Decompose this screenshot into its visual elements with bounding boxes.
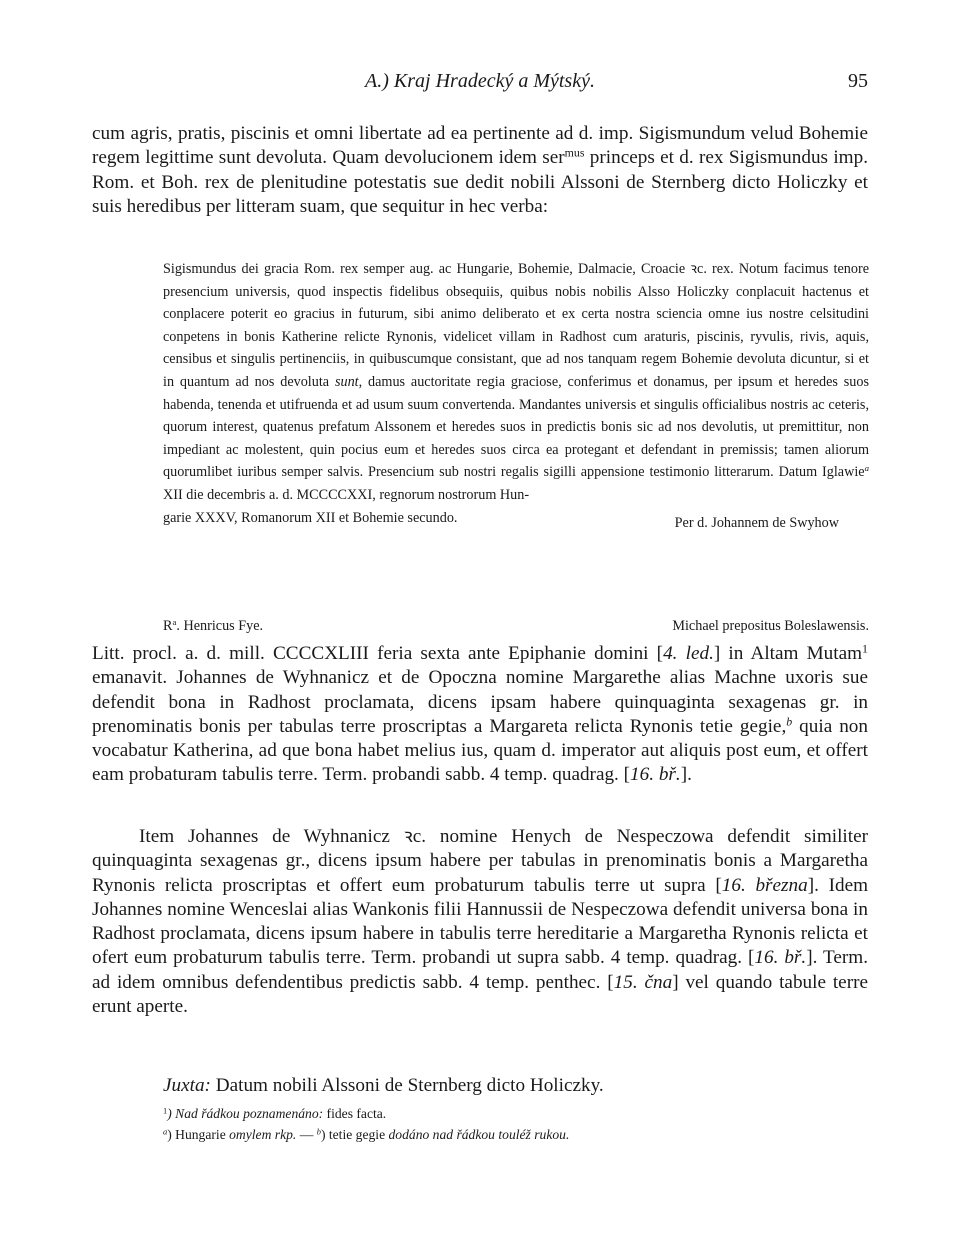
- fnb-italic: dodáno nad řádkou touléž rukou.: [388, 1127, 570, 1142]
- footnote-marker-b: b: [786, 714, 793, 729]
- p2-text-d: quia non vocabatur Katherina, ad que bona habet melius ius, quam d. imperator aut aliquis post eum, et offert eam probaturam tabulis terre. Term. probandi sabb. 4 temp. quadrag. [: [92, 715, 868, 786]
- signature-michael: Michael prepositus Boleslawensis.: [672, 618, 869, 634]
- juxta-label: Juxta:: [163, 1075, 211, 1096]
- p3-date-2: 16. bř.: [754, 947, 807, 969]
- charter-text-b: , damus auctoritate regia graciose, conferimus et donamus, per ipsum et heredes suos habenda, tenenda et utifruenda et ad usum suum convertenda. Mandantes universis et singulis officialibus nostris ac ceteris, quorum interest, quatenus prefatum Alssonem et heredes suos in predictis bonis sic ad nos devolutis, ut premittitur, non impediant ac molestent, quin pocius eum et heredes suos circa ea protegant et defendant in premissis; tamen aliorum quorumlibet iuribus semper salvis. Presencium sub nostri regalis sigilli appensione testimonio litterarum. Datum Iglawie: [163, 373, 869, 481]
- paragraph-3: [92, 825, 868, 1019]
- p3-text-b: ]. Idem Johannes nomine Wenceslai alias Wankonis filii Hannussii de Nespeczowa defendit universa bona in Radhost proclamata, dicens ipsum habere in tabulis terre hereditarie a Margaretha Rynonis relicta et ofert eum probaturum tabulis terre. Term. probandi ut supra sabb. 4 temp. quadrag. [: [92, 874, 869, 969]
- fna-text: ) Hungarie: [167, 1127, 230, 1142]
- p3-text-a: Item Johannes de Wyhnanicz ꝛc. nomine Henych de Nespeczowa defendit similiter quinquaginta sexagenas gr., dicens ipsum habere per tabulas in prenominatis bonis a Margaretha Rynonis relicta proscriptas et offert eum probaturum tabulis terre ut supra [: [92, 826, 868, 896]
- page-number: 95: [848, 70, 868, 92]
- footnote-1: [163, 1103, 869, 1124]
- p2-text-e: ].: [680, 764, 692, 786]
- paragraph-2: [92, 642, 868, 788]
- fna-italic: omylem rkp.: [229, 1127, 297, 1142]
- p2-date-2: 16. bř.: [630, 764, 681, 786]
- charter-text-d: garie XXXV, Romanorum XII et Bohemie secundo.: [163, 509, 458, 526]
- signature-ra: [163, 615, 263, 637]
- p3-text-c: ]. Term. ad idem omnibus defendentibus predictis sabb. 4 temp. penthec. [: [92, 947, 869, 993]
- signature-line: [163, 615, 869, 637]
- footnote-a-b: [163, 1124, 869, 1145]
- p2-text-a: Litt. procl. a. d. mill. CCCCXLIII feria sexta ante Epiphanie domini [: [92, 643, 664, 664]
- juxta-note: [163, 1073, 604, 1099]
- p3-date-1: 16. března: [721, 874, 808, 896]
- fna-mark: a: [163, 1126, 168, 1137]
- charter-sunt: sunt: [334, 373, 359, 390]
- p1-text-b: princeps et d. rex Sigismundus imp. Rom. et Boh. rex de plenitudine potestatis sue dedit nobili Alssoni de Sternberg dicto Holiczky et suis heredibus per litteram suam, que sequitur in hec verba:: [92, 147, 868, 217]
- paragraph-1: [92, 122, 868, 219]
- ra-name: . Henricus Fye.: [176, 618, 264, 634]
- ra-letter: R: [163, 618, 173, 634]
- charter-text-c: XII die decembris a. d. MCCCCXXI, regnorum nostrorum Hun-: [163, 486, 530, 503]
- fn1-label: ) Nad řádkou poznamenáno:: [167, 1106, 324, 1121]
- p1-superscript: mus: [564, 145, 585, 160]
- p2-date-1: 4. led.: [663, 643, 714, 664]
- fnb-mark: b: [316, 1126, 321, 1137]
- fn1-mark: 1: [163, 1105, 168, 1116]
- signature-per: Per d. Johannem de Swyhow: [674, 514, 839, 531]
- juxta-text: Datum nobili Alssoni de Sternberg dicto Holiczky.: [210, 1075, 604, 1096]
- p2-text-b: ] in Altam Mutam: [713, 643, 863, 664]
- footnote-marker-a: a: [864, 463, 869, 474]
- charter-quotation: [163, 258, 869, 534]
- page-header: [92, 70, 868, 98]
- p3-date-3: 15. čna: [613, 971, 673, 993]
- fn-dash: —: [296, 1127, 317, 1142]
- footnote-marker-1: 1: [862, 641, 868, 656]
- footnotes: [163, 1103, 869, 1145]
- p2-text-c: emanavit. Johannes de Wyhnanicz et de Opoczna nomine Margarethe alias Machne uxoris sue defendit bona in Radhost proclamata, dicens ipsam habere quinquaginta sexagenas gr. in prenominatis bonis per tabulas terre proscriptas a Margareta relicta Rynonis tetie gegie,: [92, 667, 868, 737]
- running-title: A.) Kraj Hradecký a Mýtský.: [365, 70, 595, 92]
- charter-text-a: Sigismundus dei gracia Rom. rex semper aug. ac Hungarie, Bohemie, Dalmacie, Croacie ꝛc. rex. Notum facimus tenore presencium universis, quod inspectis fidelibus obsequiis, quibus nobis nobilis Alsso Holiczky conplacuit hactenus et conplacere poterit eo gracius in futurum, sibi animo deliberato et ex certa nostra sciencia omne ius nostre celsitudini conpetens in bonis Katherine relicte Rynonis, videlicet villam in Radhost cum araturis, piscinis, ryvulis, rivis, aquis, censibus et singulis pertinenciis, in quibuscumque consistant, que ad nos tanquam regem Bohemie devoluta dicuntur, si et in quantum ad nos devoluta: [163, 261, 869, 390]
- fn1-text: fides facta.: [323, 1106, 387, 1121]
- p1-text-a: cum agris, pratis, piscinis et omni libertate ad ea pertinente ad d. imp. Sigismundum velud Bohemie regem legittime sunt devoluta. Quam devolucionem idem ser: [92, 123, 868, 169]
- fnb-text: ) tetie gegie: [320, 1127, 389, 1142]
- p3-text-d: ] vel quando tabule terre erunt aperte.: [92, 971, 868, 1018]
- ra-superscript: a: [172, 617, 177, 628]
- charter-final-line: [163, 507, 869, 535]
